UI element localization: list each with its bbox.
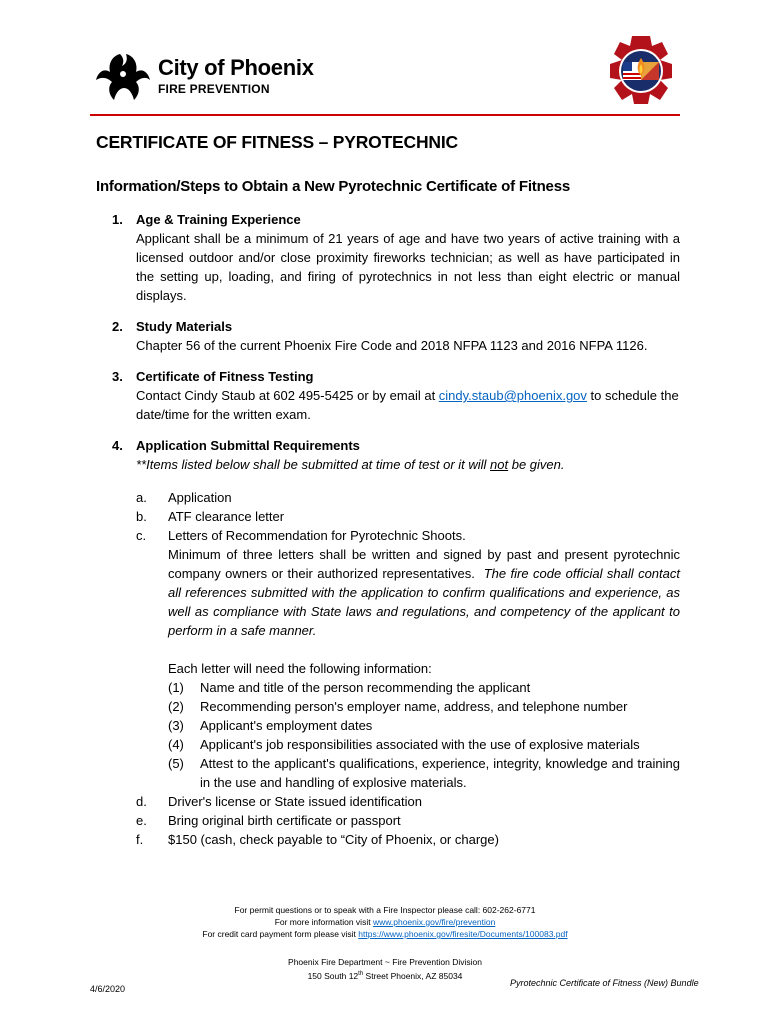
note-not: not bbox=[490, 457, 509, 472]
info-item bbox=[168, 697, 680, 716]
requirement-item bbox=[136, 507, 680, 526]
email-link[interactable]: cindy.staub@phoenix.gov bbox=[438, 388, 587, 403]
requirement-item bbox=[136, 830, 680, 849]
step-3 bbox=[112, 367, 680, 424]
requirement-text: $150 (cash, check payable to “City of Phoenix, or charge) bbox=[168, 832, 499, 847]
letters-detail bbox=[168, 545, 680, 640]
requirement-text: Driver's license or State issued identification bbox=[168, 794, 422, 809]
step-text-pre: Contact Cindy Staub at 602 495-5425 or by email at bbox=[136, 388, 439, 403]
step-1 bbox=[112, 210, 680, 305]
footer-contact bbox=[0, 904, 770, 940]
step-title: Certificate of Fitness Testing bbox=[136, 369, 314, 384]
bundle-name: Pyrotechnic Certificate of Fitness (New) Bundle bbox=[510, 978, 699, 988]
step-title: Age & Training Experience bbox=[136, 212, 301, 227]
footer-payment-line bbox=[0, 928, 770, 940]
brand-name: City of Phoenix bbox=[158, 55, 314, 80]
requirement-text: ATF clearance letter bbox=[168, 509, 285, 524]
step-title: Application Submittal Requirements bbox=[136, 438, 360, 453]
requirement-letter: a. bbox=[136, 490, 147, 505]
requirement-text: Letters of Recommendation for Pyrotechnic Shoots. bbox=[168, 528, 466, 543]
step-text: Applicant shall be a minimum of 21 years of age and have two years of active training with a licensed outdoor and/or close proximity fireworks technician; as well as have participated in the setting up, loading, and firing of pyrotechnics in not less than eight electric or manual displays. bbox=[136, 231, 680, 303]
header-rule bbox=[90, 114, 680, 116]
requirement-letter: e. bbox=[136, 813, 147, 828]
page-title: CERTIFICATE OF FITNESS – PYROTECHNIC bbox=[96, 132, 458, 152]
letters-detail-plain: Minimum of three letters shall be written and signed by past and present pyrotechnic company owners or their authorized representatives. bbox=[168, 547, 680, 581]
footer-info-line bbox=[0, 916, 770, 928]
info-number: (4) bbox=[168, 737, 184, 752]
info-number: (5) bbox=[168, 756, 184, 771]
note-pre: **Items listed below shall be submitted at time of test or it will bbox=[136, 457, 491, 472]
step-title: Study Materials bbox=[136, 319, 233, 334]
letters-detail-italic: The fire code official shall contact all references submitted with the application to confirm qualifications and experience, as well as compliance with State laws and regulations, and competency of the applicant to perform in a safe manner. bbox=[168, 566, 680, 638]
requirement-letter: d. bbox=[136, 794, 147, 809]
info-item bbox=[168, 678, 680, 697]
info-list bbox=[168, 678, 680, 792]
footer-dept: Phoenix Fire Department ~ Fire Prevention Division bbox=[288, 957, 482, 967]
requirement-item bbox=[136, 811, 680, 830]
city-logo bbox=[90, 46, 314, 106]
requirement-letter: c. bbox=[136, 528, 147, 543]
step-text bbox=[136, 386, 680, 424]
payment-form-link[interactable]: https://www.phoenix.gov/firesite/Documents/100083.pdf bbox=[358, 929, 568, 939]
addr-sup: th bbox=[358, 971, 364, 977]
footer-info-pre: For more information visit bbox=[274, 917, 373, 927]
steps-list bbox=[112, 210, 680, 861]
step-text-post: to schedule the date/time for the written exam. bbox=[136, 388, 679, 422]
footer-payment-pre: For credit card payment form please visit bbox=[202, 929, 359, 939]
page-subtitle: Information/Steps to Obtain a New Pyrotechnic Certificate of Fitness bbox=[96, 178, 570, 195]
phoenix-bird-icon bbox=[90, 46, 150, 106]
step-note bbox=[136, 455, 680, 474]
requirement-item bbox=[136, 488, 680, 507]
requirements-list bbox=[136, 488, 680, 849]
requirement-letter: f. bbox=[136, 832, 144, 847]
info-number: (3) bbox=[168, 718, 184, 733]
info-text: Name and title of the person recommending the applicant bbox=[200, 680, 531, 695]
info-text: Attest to the applicant's qualifications, experience, integrity, knowledge and training in the use and handling of explosive materials. bbox=[200, 756, 680, 790]
requirement-text: Application bbox=[168, 490, 232, 505]
note-post: be given. bbox=[508, 457, 565, 472]
addr-pre: 150 South 12 bbox=[307, 970, 359, 981]
fire-department-badge-icon bbox=[606, 34, 676, 106]
info-item bbox=[168, 716, 680, 735]
step-number: 3. bbox=[112, 369, 123, 384]
info-number: (2) bbox=[168, 699, 184, 714]
info-item bbox=[168, 735, 680, 754]
document-date: 4/6/2020 bbox=[90, 984, 126, 994]
info-item bbox=[168, 754, 680, 792]
step-text: Chapter 56 of the current Phoenix Fire Code and 2018 NFPA 1123 and 2016 NFPA 1126. bbox=[136, 338, 648, 353]
info-intro: Each letter will need the following information: bbox=[168, 661, 432, 676]
requirement-item bbox=[136, 526, 680, 792]
requirement-text: Bring original birth certificate or passport bbox=[168, 813, 401, 828]
requirement-item bbox=[136, 792, 680, 811]
info-text: Applicant's job responsibilities associated with the use of explosive materials bbox=[200, 737, 640, 752]
addr-post: Street Phoenix, AZ 85034 bbox=[363, 970, 463, 981]
info-text: Recommending person's employer name, address, and telephone number bbox=[200, 699, 628, 714]
requirement-letter: b. bbox=[136, 509, 147, 524]
step-number: 1. bbox=[112, 212, 123, 227]
info-text: Applicant's employment dates bbox=[200, 718, 373, 733]
step-4 bbox=[112, 436, 680, 849]
step-number: 4. bbox=[112, 438, 123, 453]
brand-department: FIRE PREVENTION bbox=[158, 82, 270, 96]
step-2 bbox=[112, 317, 680, 355]
step-number: 2. bbox=[112, 319, 123, 334]
prevention-link[interactable]: www.phoenix.gov/fire/prevention bbox=[372, 917, 496, 927]
footer-phone-line: For permit questions or to speak with a Fire Inspector please call: 602-262-6771 bbox=[234, 905, 536, 915]
info-number: (1) bbox=[168, 680, 184, 695]
